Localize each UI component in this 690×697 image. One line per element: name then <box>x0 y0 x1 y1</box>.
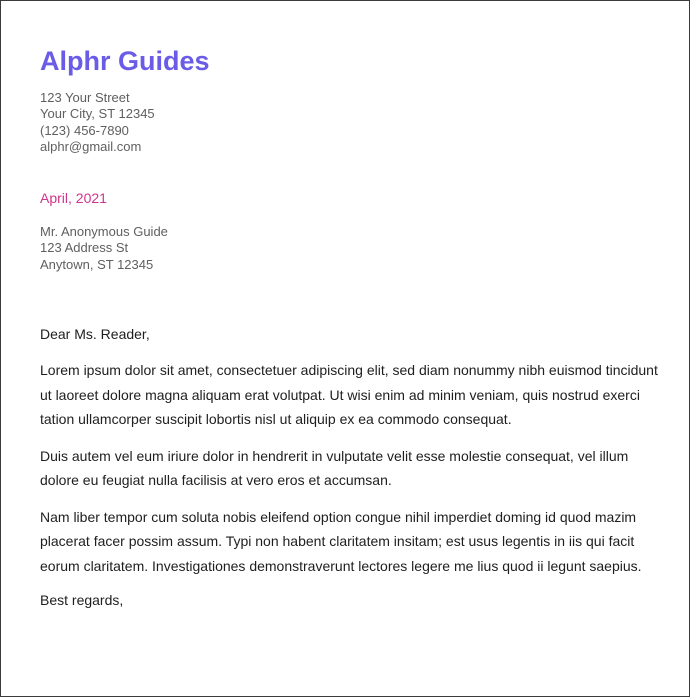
recipient-street: 123 Address St <box>40 240 129 256</box>
recipient-address <box>40 224 670 273</box>
sender-email: alphr@gmail.com <box>40 138 142 154</box>
closing: Best regards, <box>40 592 124 609</box>
sender-street: 123 Your Street <box>40 90 130 105</box>
body-paragraph-1: Lorem ipsum dolor sit amet, consectetuer adipiscing elit, sed diam nonummy nibh euismod tincidunt ut laoreet dolore magna aliquam erat volutpat. Ut wisi enim ad minim veniam, quis nostrud exerci tation ullamcorper suscipit lobortis nisl ut aliquip ex ea commodo consequat. <box>40 362 658 428</box>
sender-name: Alphr Guides <box>40 46 210 76</box>
sender-address <box>40 90 670 155</box>
body-paragraph-3: Nam liber tempor cum soluta nobis eleifend option congue nihil imperdiet doming id quod mazim placerat facer possim assum. Typi non habent claritatem insitam; est usus legentis in iis qui facit eorum claritatem. Investigationes demonstraverunt lectores legere me lius quod ii legunt saepius. <box>40 508 642 574</box>
body-paragraph-2: Duis autem vel eum iriure dolor in hendrerit in vulputate velit esse molestie consequat, vel illum dolore eu feugiat nulla facilisis at vero eros et accumsan. <box>40 447 629 489</box>
sender-city: Your City, ST 12345 <box>40 106 155 122</box>
letter-content <box>40 45 670 612</box>
salutation: Dear Ms. Reader, <box>40 326 150 343</box>
recipient-city: Anytown, ST 12345 <box>40 256 154 272</box>
letter-date: April, 2021 <box>40 190 107 207</box>
sender-phone: (123) 456-7890 <box>40 122 129 138</box>
recipient-name: Mr. Anonymous Guide <box>40 224 168 240</box>
